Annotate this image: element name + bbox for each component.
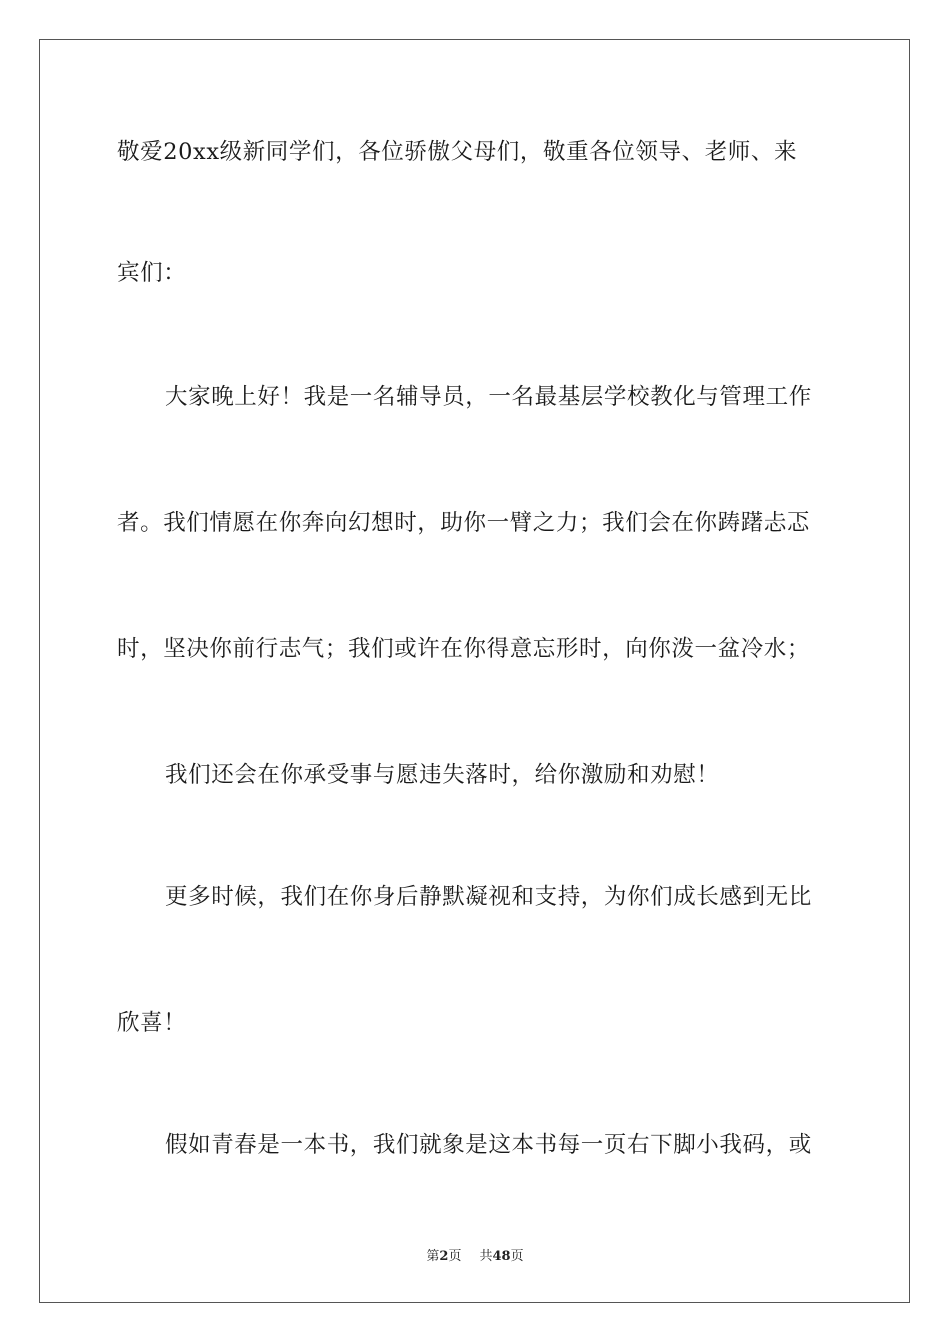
text-line-8: 欣喜！ (117, 1010, 187, 1036)
text-line-3: 大家晚上好！我是一名辅导员，一名最基层学校教化与管理工作 (165, 384, 812, 410)
footer-total-prefix: 共 (479, 1249, 493, 1264)
text-line-1: 敬爱20xx级新同学们，各位骄傲父母们，敬重各位领导、老师、来 (117, 139, 798, 165)
text-line-4: 者。我们情愿在你奔向幻想时，助你一臂之力；我们会在你踌躇忐忑 (117, 510, 811, 536)
footer-total-number: 48 (492, 1249, 511, 1264)
footer-page-number: 2 (439, 1249, 449, 1264)
text-line-6: 我们还会在你承受事与愿违失落时，给你激励和劝慰！ (165, 762, 720, 788)
page-footer (0, 1248, 950, 1266)
text-line-2: 宾们： (117, 260, 187, 286)
text-line-9: 假如青春是一本书，我们就象是这本书每一页右下脚小我码，或 (165, 1132, 812, 1158)
text-line-7: 更多时候，我们在你身后静默凝视和支持，为你们成长感到无比 (165, 884, 812, 910)
footer-page-prefix: 第 (426, 1249, 440, 1264)
page-border (39, 39, 910, 1303)
footer-page-suffix: 页 (448, 1249, 462, 1264)
text-line-5: 时，坚决你前行志气；我们或许在你得意忘形时，向你泼一盆冷水； (117, 636, 811, 662)
footer-total-suffix: 页 (510, 1249, 524, 1264)
